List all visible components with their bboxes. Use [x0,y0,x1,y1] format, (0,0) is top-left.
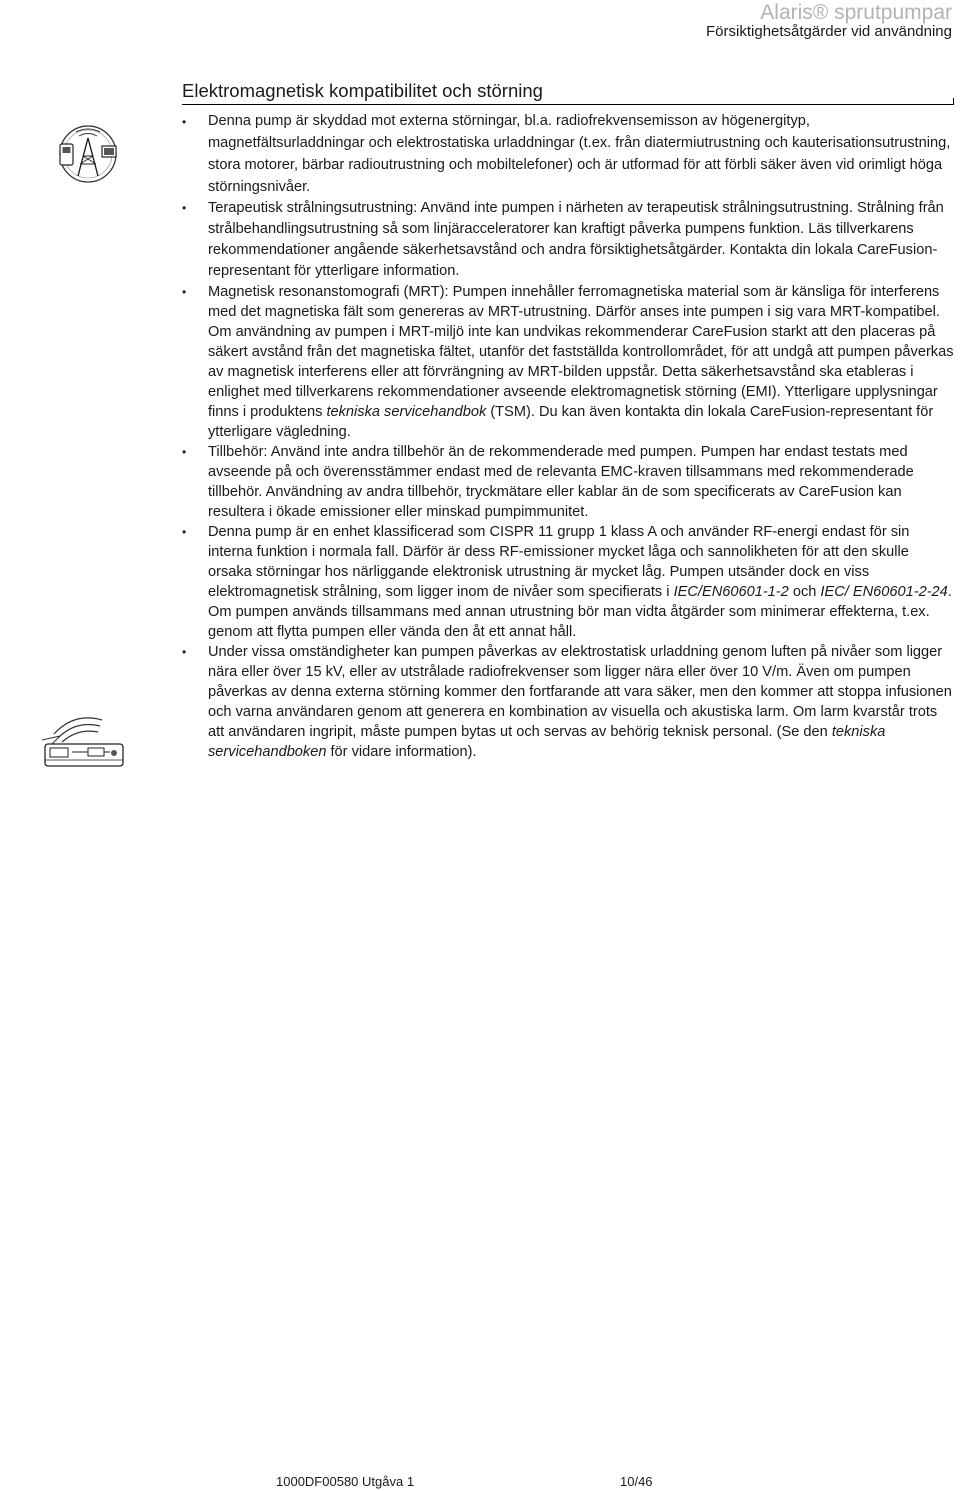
bullet-mri: • Magnetisk resonanstomografi (MRT): Pumpen innehåller ferromagnetiska material som är känsliga för interferens med det magnetiska fält som genereras av MRT-utrustning. Därför anses inte pumpen i sig vara MRT-kompatibel. Om användning av pumpen i MRT-miljö inte kan undvikas rekommenderar CareFusion starkt att den placeras på säkert avstånd från det magnetiska fältet, utanför det fastställda kontrollområdet, för att undgå att pumpen påverkas av magnetisk interferens eller att förvrängning av MRT-bilden uppstår. Detta säkerhetsavstånd ska etableras i enlighet med tillverkarens rekommendationer avseende elektromagnetisk störning (EMI). Ytterligare upplysningar finns i produktens tekniska servicehandbok (TSM). Du kan även kontakta din lokala CareFusion-representant för ytterligare vägledning. [208,282,956,442]
header-subtitle: Försiktighetsåtgärder vid användning [706,23,952,40]
section-rule-tick [953,98,954,105]
bullet-cispr-classification: • Denna pump är en enhet klassificerad som CISPR 11 grupp 1 klass A och använder RF-energi endast för sin interna funktion i normala fall. Därför är dess RF-emissioner mycket låga och sannolikheten för att den skulle orsaka störningar hos närliggande elektronisk utrustning är mycket låg. Pumpen utsänder dock en viss elektromagnetisk strålning, som ligger inom de nivåer som specifierats i IEC/EN60601-1-2 och IEC/ EN60601-2-24. Om pumpen används tillsammans med annan utrustning bör man vidta åtgärder som minimerar effekterna, t.ex. genom att flytta pumpen eller vända den åt ett annat håll. [208,522,956,642]
bullet-accessories: • Tillbehör: Använd inte andra tillbehör än de rekommenderade med pumpen. Pumpen har endast testats med avseende på och överensstämmer endast med de relevanta EMC-kraven tillsammans med rekommenderade tillbehör. Användning av andra tillbehör, tryckmätare eller kablar än de som specificerats av CareFusion kan resultera i ökade emissioner eller minskad pumpimmunitet. [208,442,956,522]
footer-page-number: 10/46 [620,1474,653,1489]
footer-document-number: 1000DF00580 Utgåva 1 [276,1474,415,1489]
syringe-pump-signal-icon [40,710,130,772]
bullet-electrostatic-discharge: • Under vissa omständigheter kan pumpen påverkas av elektrostatisk urladdning genom luften på nivåer som ligger nära eller över 15 kV, eller av utstrålade radiofrekvenser som ligger nära eller över 10 V/m. Även om pumpen påverkas av denna externa störning kommer den fortfarande att vara säker, men den kommer att stoppa infusionen och varna användaren genom att generera en kombination av visuella och akustiska larm. Om larm kvarstår trots att användaren ingripit, måste pumpen bytas ut och servas av behörig teknisk personal. (Se den tekniska servicehandboken för vidare information). [208,642,956,762]
section-rule [182,104,954,105]
section-title: Elektromagnetisk kompatibilitet och störning [182,80,543,101]
header-title: Alaris® sprutpumpar [760,1,952,24]
emc-bullet-list [208,110,956,762]
radio-tower-interference-icon [56,124,120,184]
bullet-radiation-equipment: • Terapeutisk strålningsutrustning: Använd inte pumpen i närheten av terapeutisk strålningsutrustning. Strålning från strålbehandlingsutrustning så som linjäracceleratorer kan kraftigt påverka pumpens funktion. Läs tillverkarens rekommendationer angående säkerhetsavstånd och andra försiktighetsåtgärder. Kontakta din lokala CareFusion-representant för ytterligare information. [208,198,956,282]
bullet-emc-protection: • Denna pump är skyddad mot externa störningar, bl.a. radiofrekvensemisson av högenergityp, magnetfältsurladdningar och elektrostatiska urladdningar (t.ex. från diatermiutrustning och kauterisationsutrustning, stora motorer, bärbar radioutrustning och mobiltelefoner) och är utformad för att förbli säker även vid orimligt höga störningsnivåer. [208,110,956,198]
